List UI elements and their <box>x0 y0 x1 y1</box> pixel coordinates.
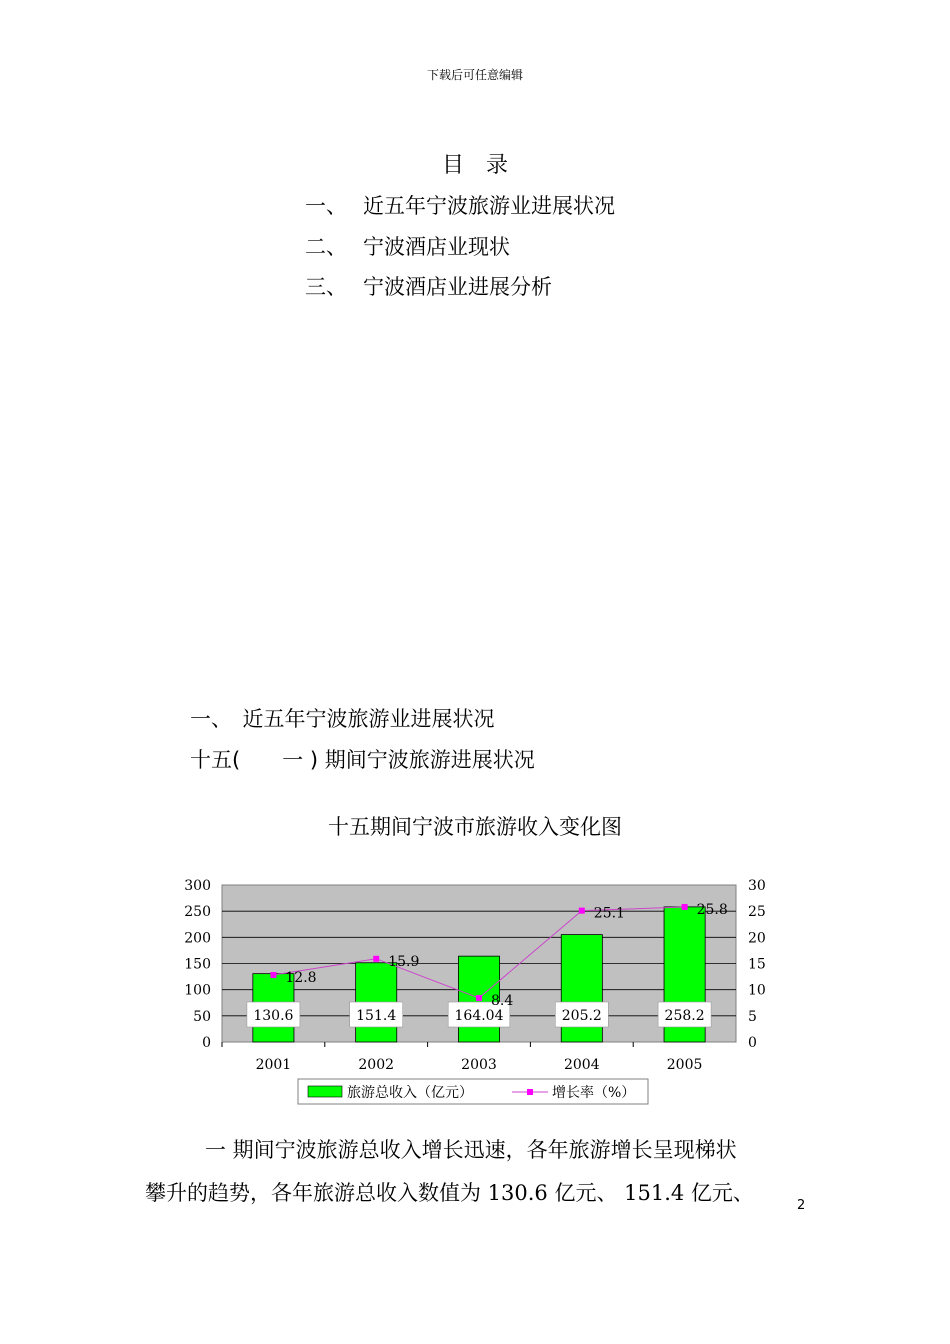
growth-rate-label: 25.1 <box>593 905 625 922</box>
x-tick-label: 2001 <box>255 1057 292 1073</box>
body-paragraph-line-1: 一 期间宁波旅游总收入增长迅速，各年旅游增长呈现梯状 <box>205 1138 737 1162</box>
toc-item-number: 一、 <box>305 194 347 218</box>
section-subheading: 十五( 一 ) 期间宁波旅游进展状况 <box>190 748 535 772</box>
bar-data-label: 164.04 <box>454 1008 504 1024</box>
toc-item-number: 三、 <box>305 275 347 299</box>
body-paragraph-line-2: 攀升的趋势，各年旅游总收入数值为 130.6 亿元、 151.4 亿元、 <box>145 1181 754 1205</box>
y-tick-label: 250 <box>184 904 211 921</box>
legend-label: 旅游总收入（亿元） <box>347 1085 473 1101</box>
growth-rate-label: 12.8 <box>285 970 317 987</box>
bar-data-label: 205.2 <box>561 1008 602 1024</box>
x-tick-label: 2004 <box>563 1057 600 1073</box>
bar-data-label: 130.6 <box>253 1008 294 1024</box>
bar-data-label: 151.4 <box>356 1008 397 1024</box>
x-tick-label: 2003 <box>461 1057 497 1073</box>
y-tick-label: 300 <box>184 878 211 894</box>
growth-rate-point <box>373 956 379 962</box>
toc-item-label: 近五年宁波旅游业进展状况 <box>363 194 615 218</box>
y-tick-label: 0 <box>202 1035 211 1051</box>
y2-tick-label: 10 <box>748 982 766 999</box>
chart-title: 十五期间宁波市旅游收入变化图 <box>328 815 622 839</box>
chart-legend <box>298 1079 648 1104</box>
revenue-chart <box>180 868 780 1108</box>
page-number: 2 <box>797 1198 806 1213</box>
toc-title: 目 录 <box>441 153 508 178</box>
growth-rate-label: 15.9 <box>388 953 420 970</box>
growth-rate-point <box>579 908 585 914</box>
toc-item-3[interactable] <box>305 271 552 301</box>
y2-tick-label: 5 <box>748 1008 757 1025</box>
legend-point-swatch <box>527 1089 533 1095</box>
x-tick-label: 2005 <box>666 1057 703 1073</box>
toc-item-number: 二、 <box>305 235 347 259</box>
bar-data-label: 258.2 <box>664 1008 705 1024</box>
growth-rate-point <box>476 995 482 1001</box>
y2-tick-label: 30 <box>748 878 766 894</box>
toc-item-label: 宁波酒店业现状 <box>363 235 510 259</box>
legend-label: 增长率（%） <box>552 1085 636 1101</box>
y-tick-label: 50 <box>193 1008 211 1025</box>
y-tick-label: 150 <box>184 956 211 973</box>
growth-rate-label: 25.8 <box>696 901 728 918</box>
toc-item-1[interactable] <box>305 190 615 220</box>
toc-item-2[interactable] <box>305 231 510 261</box>
y2-tick-label: 25 <box>748 904 766 921</box>
y-tick-label: 200 <box>184 930 211 947</box>
toc-item-label: 宁波酒店业进展分析 <box>363 275 552 299</box>
y2-tick-label: 20 <box>748 930 766 947</box>
section-heading: 一、 近五年宁波旅游业进展状况 <box>190 707 495 731</box>
growth-rate-point <box>270 972 276 978</box>
y2-tick-label: 15 <box>748 956 766 973</box>
legend-bar-swatch <box>308 1086 342 1097</box>
y2-tick-label: 0 <box>748 1035 757 1051</box>
y-tick-label: 100 <box>184 982 211 999</box>
page-header: 下载后可任意编辑 <box>426 68 523 82</box>
x-tick-label: 2002 <box>358 1057 395 1073</box>
growth-rate-label: 8.4 <box>491 993 514 1010</box>
growth-rate-point <box>682 904 688 910</box>
